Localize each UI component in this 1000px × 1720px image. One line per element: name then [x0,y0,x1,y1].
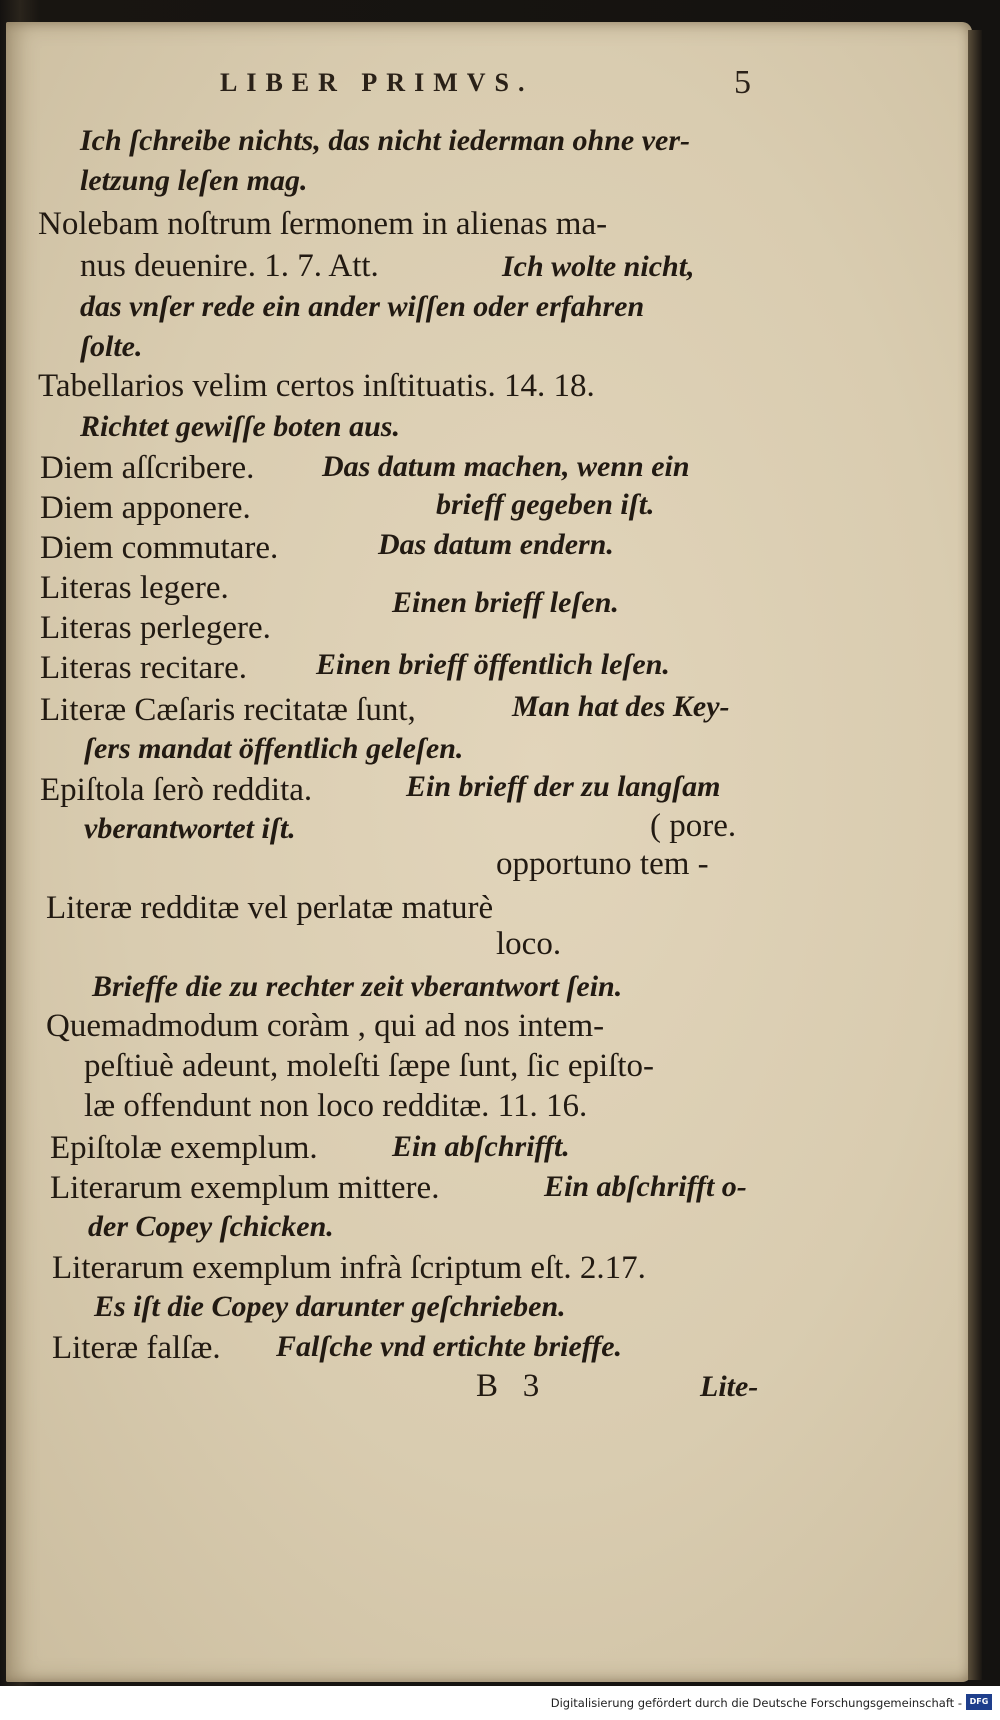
latin-line: peſtiuè adeunt, moleſti ſæpe ſunt, ſic epiſto- [84,1048,655,1084]
latin-line: Literæ redditæ vel perlatæ maturè [46,890,494,926]
german-line: das vnſer rede ein ander wiſſen oder erfahren [80,290,645,323]
german-line: Falſche vnd ertichte brieffe. [276,1330,623,1363]
german-line: der Copey ſchicken. [88,1210,334,1243]
german-line: ſolte. [80,330,143,363]
latin-line: Literarum exemplum mittere. [50,1170,440,1206]
latin-line: Literæ falſæ. [52,1330,221,1366]
latin-line: Diem aſſcribere. [40,450,255,486]
page-edge-shadow [968,30,982,1680]
latin-line: Nolebam noſtrum ſermonem in alienas ma- [38,206,608,242]
credit-text: Digitalisierung gefördert durch die Deutsche Forschungsgemeinschaft - [550,1696,962,1710]
signature-mark: B 3 [476,1368,540,1404]
german-line: Ein abſchrifft o- [544,1170,747,1203]
latin-line: Tabellarios velim certos inſtituatis. 14. 18. [38,368,595,404]
latin-line: Literas legere. [40,570,229,606]
german-line: brieff gegeben iſt. [436,488,655,521]
latin-line: Diem apponere. [40,490,251,526]
latin-line: opportuno tem - [496,846,709,882]
latin-line: Epiſtola ſerò reddita. [40,772,313,808]
latin-line: Literæ Cæſaris recitatæ ſunt, [40,692,416,728]
german-line: Ein brieff der zu langſam [406,770,721,803]
credit-bar [0,1686,1000,1720]
german-line: Richtet gewiſſe boten aus. [80,410,400,443]
latin-line: Quemadmodum coràm , qui ad nos intem- [46,1008,605,1044]
german-line: Ich ſchreibe nichts, das nicht iederman ohne ver- [80,124,691,157]
page-number: 5 [734,64,751,101]
catchword: Lite- [700,1370,759,1403]
running-head [0,64,1000,104]
running-title: LIBER PRIMVS. [220,68,534,97]
german-line: vberantwortet iſt. [84,812,296,845]
german-line: letzung leſen mag. [80,164,308,197]
german-line: Das datum machen, wenn ein [322,450,690,483]
latin-line: læ offendunt non loco redditæ. 11. 16. [84,1088,588,1124]
latin-line: Diem commutare. [40,530,279,566]
german-line: Einen brieff leſen. [392,586,619,619]
german-line: Ein abſchrifft. [392,1130,570,1163]
german-line: Es iſt die Copey darunter geſchrieben. [94,1290,566,1323]
latin-line: loco. [496,926,562,962]
german-line: Brieffe die zu rechter zeit vberantwort ſein. [92,970,623,1003]
latin-line: ( pore. [650,808,737,844]
german-line: Einen brieff öffentlich leſen. [316,648,670,681]
german-line: ſers mandat öffentlich geleſen. [84,732,464,765]
latin-line: Literarum exemplum infrà ſcriptum eſt. 2.17. [52,1250,646,1286]
german-line: Man hat des Key- [512,690,730,723]
latin-line: nus deuenire. 1. 7. Att. [80,248,379,284]
latin-line: Literas recitare. [40,650,248,686]
german-line: Ich wolte nicht, [502,250,695,283]
german-line: Das datum endern. [378,528,614,561]
latin-line: Epiſtolæ exemplum. [50,1130,318,1166]
dfg-logo: DFG [966,1694,992,1710]
latin-line: Literas perlegere. [40,610,271,646]
